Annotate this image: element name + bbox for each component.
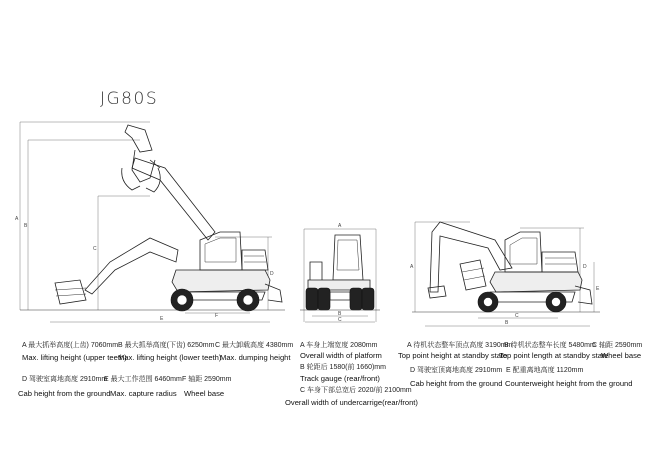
svg-text:F: F [215,313,219,319]
spec-e3-label: E 配重离地高度 1120mm [506,367,584,374]
svg-text:C: C [338,317,342,323]
svg-text:D: D [583,264,587,270]
spec-a1-desc: Max. lifting height (upper teeth) [22,353,127,362]
spec-b2-desc: Track gauge (rear/front) [300,374,380,383]
spec-b3-label: B 待机状态整车长度 5480mm [504,342,596,349]
spec-b2-label: B 轮距后 1580(前 1660)mm [300,364,386,371]
spec-e3-desc: Counterweight height from the ground [505,379,633,388]
svg-text:B: B [24,223,28,229]
spec-e1-label: E 最大工作范围 6460mm [104,376,182,383]
spec-c2-label: C 车身下部总宽后 2020/前 2100mm [300,387,412,394]
spec-c1-label: C 最大卸载高度 4380mm [215,342,294,349]
svg-text:E: E [160,316,164,322]
svg-text:A: A [338,223,342,229]
svg-text:B: B [338,311,342,317]
svg-text:D: D [270,271,274,277]
spec-d3-desc: Cab height from the ground [410,379,503,388]
model-title: JG80S [100,89,159,109]
spec-a2-label: A 车身上端宽度 2080mm [300,342,378,349]
svg-text:B: B [505,320,509,326]
spec-c3-desc: Wheel base [601,351,642,360]
spec-b1-desc: Max. lifting height (lower teeth) [118,353,222,362]
spec-f1-desc: Wheel base [184,389,225,398]
spec-a2-desc: Overall width of platform [300,351,382,360]
spec-d3-label: D 驾驶室顶离地高度 2910mm [410,367,503,374]
spec-c3-label: C 轴距 2590mm [592,342,643,349]
spec-d1-label: D 驾驶室离地高度 2910mm [22,376,108,383]
spec-b1-label: B 最大抓举高度(下齿) 6250mm [118,342,215,349]
spec-f1-label: F 轴距 2590mm [182,376,232,383]
spec-b3-desc: Top point length at standby state [499,351,609,360]
dim-letter-A: A [15,216,19,222]
svg-text:E: E [596,286,600,292]
spec-a3-label: A 待机状态整车顶点高度 3190mm [407,342,513,349]
svg-text:C: C [93,246,97,252]
svg-text:A: A [410,264,414,270]
spec-a1-label: A 最大抓举高度(上齿) 7060mm [22,342,119,349]
spec-e1-desc: Max. capture radius [110,389,177,398]
front-view [300,223,380,323]
spec-d1-desc: Cab height from the ground [18,389,111,398]
side-view-standby [410,222,600,326]
side-view-working [15,122,285,322]
svg-text:C: C [515,313,519,319]
spec-a3-desc: Top point height at standby state [398,351,508,360]
spec-c2-desc: Overall width of undercarrige(rear/front) [285,398,418,407]
spec-c1-desc: Max. dumping height [220,353,291,362]
